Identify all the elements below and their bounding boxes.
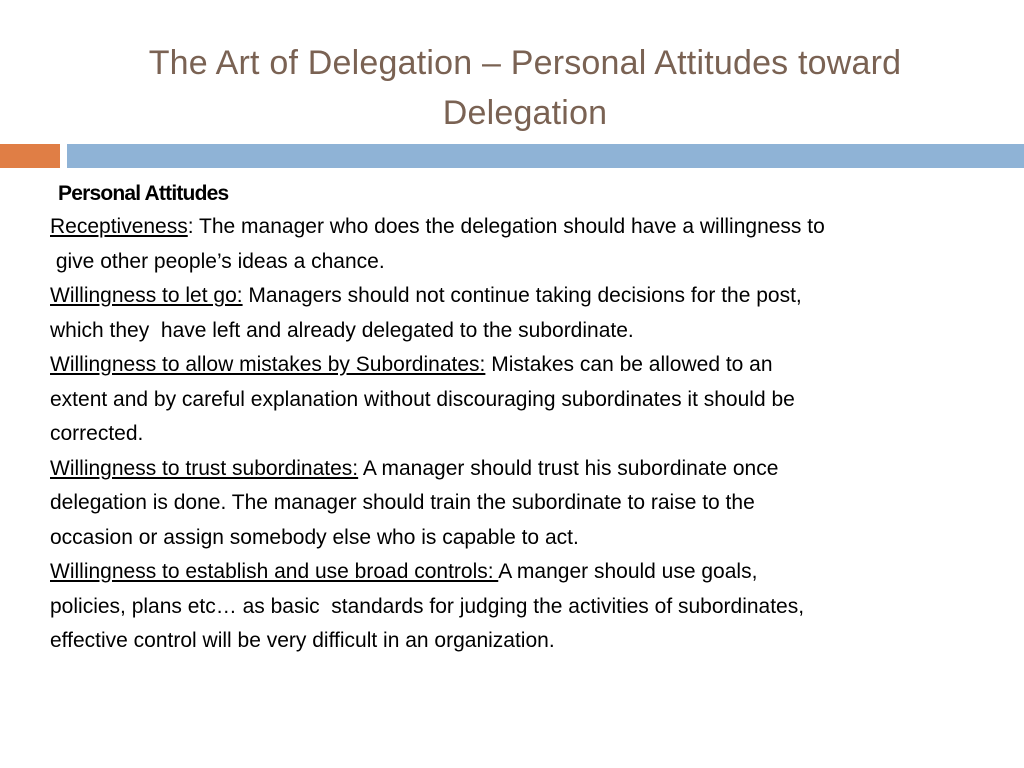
attitude-term: Willingness to trust subordinates:: [50, 456, 359, 480]
attitude-line: [50, 555, 1010, 590]
attitude-line: delegation is done. The manager should train the subordinate to raise to the: [50, 491, 755, 514]
attitude-line: policies, plans etc… as basic standards for judging the activities of subordinates,: [50, 594, 805, 618]
attitude-text: : The manager who does the delegation should have a willingness to: [187, 215, 825, 238]
attitude-line: occasion or assign somebody else who is capable to act.: [50, 525, 579, 549]
attitude-term: Willingness to allow mistakes by Subordinates:: [50, 353, 486, 376]
attitude-term: Willingness to let go:: [50, 284, 243, 307]
attitude-line: give other people’s ideas a chance.: [50, 249, 385, 273]
attitude-line: [50, 210, 1010, 245]
attitude-text: A manger should use goals,: [498, 560, 758, 583]
attitude-line: [50, 452, 1010, 487]
attitude-term: Willingness to establish and use broad controls:: [50, 560, 499, 583]
slide-body: [50, 178, 1010, 659]
attitude-text: A manager should trust his subordinate once: [358, 456, 779, 480]
attitude-term: Receptiveness: [50, 215, 188, 238]
attitude-line: effective control will be very difficult in an organization.: [50, 629, 555, 652]
section-heading: Personal Attitudes: [58, 182, 229, 205]
attitude-allow-mistakes: [50, 348, 1010, 452]
attitude-trust-subordinates: [50, 452, 1010, 556]
attitude-let-go: [50, 279, 1010, 348]
slide-title-line-2: Delegation: [442, 94, 608, 132]
attitude-line: corrected.: [50, 422, 144, 445]
attitude-line: [50, 348, 1010, 383]
attitude-line: which they have left and already delegated to the subordinate.: [50, 318, 634, 342]
accent-bar-orange: [0, 144, 60, 168]
slide-title-line-1: The Art of Delegation – Personal Attitudes toward: [148, 44, 902, 82]
attitude-text: Mistakes can be allowed to an: [485, 353, 773, 376]
attitude-receptiveness: [50, 210, 1010, 279]
slide-title: [60, 38, 990, 138]
attitude-broad-controls: [50, 555, 1010, 659]
attitude-text: Managers should not continue taking decisions for the post,: [242, 284, 802, 307]
attitude-line: [50, 279, 1010, 314]
attitude-line: extent and by careful explanation without discouraging subordinates it should be: [50, 387, 795, 411]
accent-bar-blue: [67, 144, 1024, 168]
